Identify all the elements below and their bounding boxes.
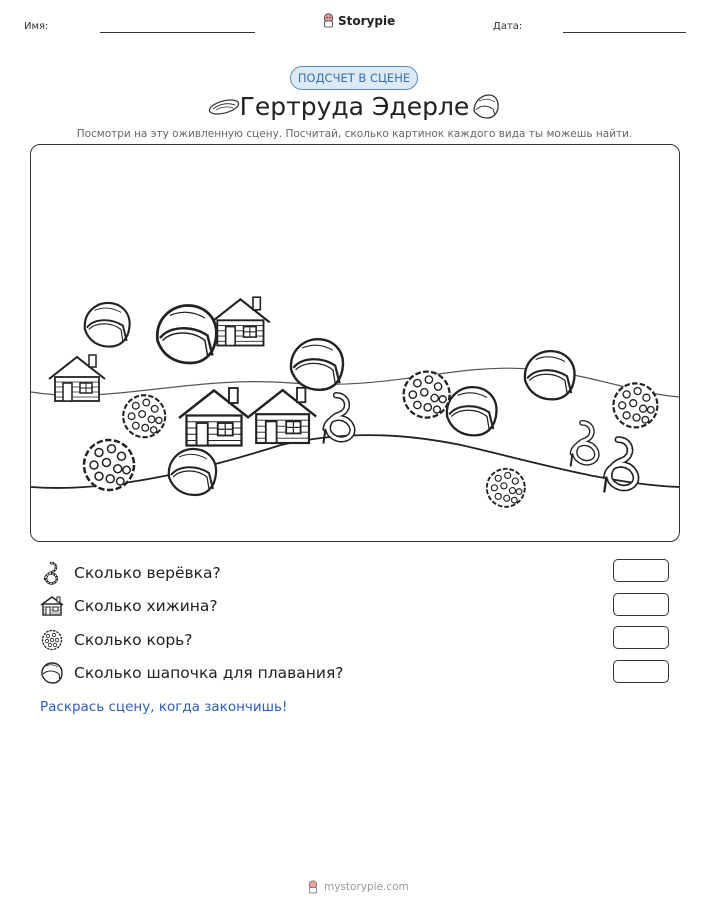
measles-3	[404, 372, 450, 418]
name-label: Имя:	[24, 21, 49, 32]
cabin-1	[49, 355, 105, 401]
swim-cap-6	[169, 449, 216, 495]
name-line[interactable]	[100, 32, 255, 33]
measles-icon	[40, 628, 64, 652]
rope-icon	[40, 561, 64, 585]
answer-box-measles[interactable]	[613, 626, 669, 649]
swim-cap-4	[525, 351, 575, 399]
answer-box-rope[interactable]	[613, 559, 669, 582]
measles-5	[487, 469, 525, 507]
brand-name: Storypie	[338, 13, 396, 28]
cabin-icon	[40, 594, 64, 618]
site-footer	[307, 880, 409, 894]
measles-1	[123, 395, 165, 437]
activity-badge: ПОДСЧЕТ В СЦЕНЕ	[290, 66, 418, 90]
page-title: Гертруда Эдерле	[239, 92, 470, 121]
question-text: Сколько хижина?	[74, 597, 218, 615]
cabin-3	[179, 388, 249, 446]
swim-cap-icon	[40, 661, 64, 685]
coloring-note: Раскрась сцену, когда закончишь!	[40, 699, 288, 715]
question-swim-cap	[40, 661, 344, 685]
measles-4	[613, 383, 657, 427]
answer-box-cabin[interactable]	[613, 593, 669, 616]
swim-cap-3	[291, 339, 343, 390]
answer-box-swim-cap[interactable]	[613, 660, 669, 683]
rope-1	[323, 395, 352, 443]
swim-cap-title-icon	[471, 93, 501, 121]
storypie-footer-icon	[307, 880, 319, 894]
question-text: Сколько корь?	[74, 631, 193, 649]
rope-3	[604, 440, 636, 493]
date-label: Дата:	[493, 21, 523, 32]
swim-cap-5	[447, 387, 497, 435]
date-line[interactable]	[563, 32, 686, 33]
question-cabin	[40, 594, 218, 618]
question-measles	[40, 628, 193, 652]
rope-2	[571, 423, 597, 467]
instructions: Посмотри на эту оживленную сцену. Посчитай, сколько картинок каждого вида ты можешь найти.	[76, 128, 633, 140]
question-rope	[40, 561, 221, 585]
brand-logo	[322, 13, 395, 28]
hill-line-upper	[31, 368, 680, 397]
cabin-4	[249, 388, 316, 443]
question-text: Сколько шапочка для плавания?	[74, 664, 344, 682]
measles-2	[84, 440, 134, 490]
site-url[interactable]: mystorypie.com	[324, 881, 409, 893]
swim-cap-2	[157, 306, 216, 364]
scene-drawing	[31, 145, 680, 542]
question-text: Сколько верёвка?	[74, 564, 221, 582]
cabin-2	[211, 297, 270, 345]
counting-scene	[30, 144, 680, 542]
swim-cap-1	[85, 303, 130, 347]
storypie-mascot-icon	[322, 13, 335, 28]
